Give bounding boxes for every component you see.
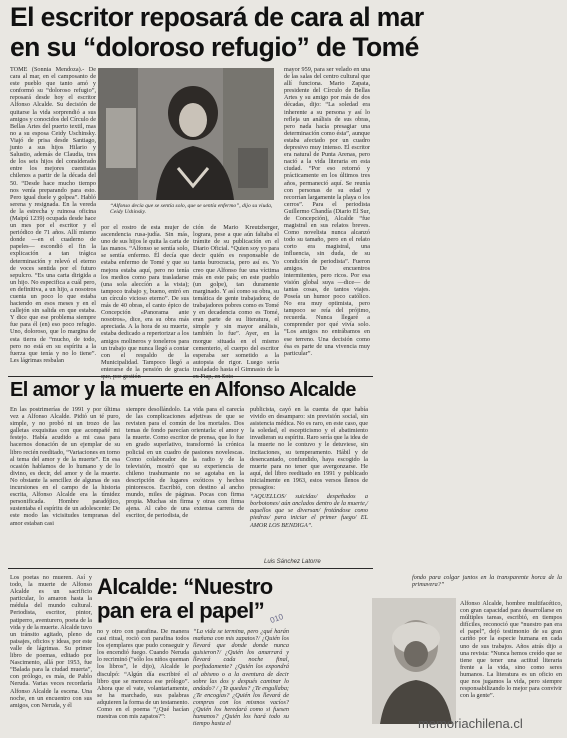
article3-poem-column [193,628,289,734]
article3-col1-text: Los poetas no mueren. Así y todo, la muerte de Alfonso Alcalde es un sacrificio particular, lo amaron hasta la médula del mundo cultural. Periodista, escritor, pintor, patiperro, aventurero, poeta de la vida y de la muerte. Alcalde tuvo un tránsito agitado, pleno de paisajes, oficios y ideas, por este valle de lágrimas. Su primer libro de poemas, editado por Nascimento, allá por 1953, fue “Balada para la ciudad muerta”, con prólogo, es más, de Pablo Neruda. Varias veces recordaría Alfonso Alcalde la escena. Una noche, en un encuentro con sus amigos, con Neruda, y él [10,574,92,709]
article2-col1-text: En las postrimerías de 1991 y por última vez a Alfonso Alcalde. Pidió un té puro, simple, y no probó ni un trozo de las galletas exquisitas con que acompañé mi festejo. Había acudido a mi casa para hacernos donación de un ejemplar de su libro recién reeditado, “Variaciones en torno al tema del amor y de la muerte”. En esa ocasión hablamos de lo humano y de lo divino, es decir, del amor y de la muerte. No obstante la sencillez de algunas de sus incursiones en el campo de la historia escrita, Alfonso Alcalde era la tímidez personificada. Hombre paradójico, sustentaba el espíritu de un adolescente: De este modo las vicisitudes tempranas del amor estaban casi [10,406,120,527]
article3-title-line2: pan era el papel” [97,598,265,623]
article1-col2-text: por el rostro de esta mujer de ascendencia rusa-judía. Sin más, uno de sus hijos le quita la carta de las manos. “Alfonso se sentía solo, se sentía enfermo. Él decía que estaba enfermo de Tomé y que su mejora estaba aquí, pero no tenía los medios como para trasladarse (una sola aleccíón a la vista); tampoco trabajo y, bueno, entró en un círculo vicioso eterno”. De sus más de 40 obras, el canto épico de Concepción «Panorama ante nosotros», dice, era su obra más apreciada. A la hora de su muerte, estaba dedicado a repertorizar a los amigos molineros y toneleros para un trabajo que nunca llegó a contar con el respaldo de la Municipalidad. Tampoco llegó a enterarse de la pensión de gracia [101,224,189,373]
article3-column-3 [460,600,562,728]
article2-poem: “AQUELLOS/ suicidas/ despeñados a borbotones/ aún anclados dentro de la muerte,/ aquellos que se diversan/ frotándose como piedras/ para iniciar el primer fuego/ EL AMOR LOS BENDIGA”. [250,493,368,529]
article3-column-3-top [412,574,562,596]
article1-lead-column [10,66,96,364]
article3-poem: “La vida se termina, pero ¿qué harán mañana con mis zapatos?/ ¿Quién los llevará que donde donde nunca quisieron?/ ¿Quién los amarrará y llevará cada noche final, porfiadamente? ¿Quién los expondrá al abismo o a la aventura de decir sobre las dos y después caminar lo andado? / ¿Te quedas? ¿Te engullaba; ¿Te encogías? ¿Quién los llevará de compras con los mismos vacíos? ¿Quién los heredará como si fuesen humanos? ¿Quién los hará todo su tiempo hasta el [193,628,289,728]
article3-col2-text: no y otro con parafina. De manera casi ritual, roció con parafina todos los ejemplares que pudo conseguir y los encendió fuego. Cuando Neruda lo recriminó (“sólo los niños queman los libros”, le dijo), Alcalde le disculpó: “Algún día escribiré el libro que se merezca ese prólogo”. Ahora que el vate, volantariamente, se ha marchado, sus palabras adquieren la forma de un testamento. Como en el poema “¿Qué hacían nuestras con mis zapatos?”: [97,628,189,721]
article1-column-1-cont [10,262,96,372]
divider [8,568,373,569]
article1-photo-caption: “Alfonso decía que se sentía solo, que se sentía enfermo”, dijo su viuda, Ceidy Ushinsky. [110,203,273,216]
archive-stamp: 010 [268,611,285,626]
article2-col3-text: publicista, cayó en la cuenta de que había vivido en desamparo: sin previsión social, sin asistencia médica. No es raro, en este caso, que la soledad, el escepticismo y el abatimiento invadieran su espíritu. Raro sería que la idea de la muerte no le contuvo y le detuviese, sin incitaciones, su temperamento. Hábil y de desencantado, confundido, haya escogido la muerte para no tener que avergonzarse. He aquí, del libro reeditado en 1991 y publicado inicialmente en 1963, estos versos llenos de presagios: [250,406,368,492]
article1-title-line1: El escritor reposará de cara al mar [10,2,424,32]
article2-byline: Luis Sánchez Latorre [264,559,321,565]
article2-column-1 [10,406,120,556]
article3-col3-top-text: fondo para colgar juntos en la transparente horca de la primavera?” [412,574,562,589]
article1-column-3 [193,224,279,374]
article1-col4-text: mayor 959, para ser velado en una de las salas del centro cultural que allí funciona. Mario Zapata, presidente del Círculo de Bellas Artes y su amigo por más de dos décadas, dijo: “La soledad era inherente a su persona y así lo refleja un análisis de sus obras, pero nada hacía presagiar una determinación como ésta”, aunque estaba afectado por un cuadro depresivo muy intenso. El escritor era natural de Punta Arenas, pero nació a la vida literaria en esta ciudad. “Por eso retornó y prácticamente en los últimos tres años, permaneció aquí. Se reunía con personas de su edad y recorrían largamente la playa o los cerros”. Para el periodista Guillermo Chandía (Diario El Sur, de Concepción), Alcalde “fue magistral en sus relatos breves. Como novelista nunca alcanzó todo su tamaño, pero en el relato corto era magistral, una influencia, sin duda, de su condición de periodista”. Fueron amigos. De encuentros intermitentes, pero ricos. Por esa visión global suya —dice— de tantas cosas, de tantos viajes. Poseía un humor poco católico. No era muy optimista, pero tampoco se reía del prójimo, recuerda. Nunca llegaré a comprender por qué vivía solo. “Los amigos no entrábamos en ese terreno. Una decisión como ésa es parte de una vivencia muy particular”. [284,66,370,357]
article3-col3-text: Alfonso Alcalde, hombre multifacético, con gran capacidad para desarrollarse en múltiples tareas, escribió, en tiempos difíciles, reconoció que “nuestro pan era el papel”, dejó testimonio de su gran cariño por la especie humana en cada uno de sus trabajos. Años atrás dijo a una revista: “Nunca hemos creído que se tiene que tener una actitud literaria frente a la vida, sino como seres humanos. La literatura es un oficio en que nos jugamos la vida, pero siempre responsabilizando lo mejor para convivir con la gente”. [460,600,562,700]
article3-title-line1: Alcalde: “Nuestro [97,574,273,599]
article1-col3-text: ción de Mario Kreutzberger, lograra, pese a que aún faltaba el trámite de su publicación en el Diario Oficial. “Quien soy yo para decir quién es responsable de tanta burocracia, pero así es. Yo creo que Alfonso fue una víctima más en este país; en este pueblo (un golpe), tan duramente marginado. Y así como su obra, su temática de gente trabajadora; de trabajadores pobres como es Tomé y en decadencia como es Tomé, eran parte de su literatura, el simple y sin mayor análisis, también lo fue”. Ayer, en la morgue situada en el mismo cementerio, el cuerpo del escritor esperaba ser sometido a la autopsia de rigor. Luego sería trasladado hasta el Gimnasio de la [193,224,279,373]
article1-lead-text: TOME (Sonnia Mendoza).- De cara al mar, en el camposanto de este pueblo que tanto amó y conformó su “doloroso refugio”, reposará desde hoy el escritor Alfonso Alcalde. Su decisión de quitarse la vida sorprendió a sus amigos y conocidos del Círculo de Bellas Artes del puerto textil, mas no a su esposa Ceidy Uschinsky. Viajó de prisa desde Santiago, junto a sus hijos Hilario y Salustio, además de Claudia, tres de los seis hijos del considerado entre los mejores cuentistas chilenos a partir de la década del 50. “Desde hace mucho tiempo nos venía preparando para esto. Pero igual duele y golpea”. Habló serena y resignada. En la vereda de la estrecha y ruinosa oficina (Maipú 1239) ocupada desde hace un mes por el escritor y el periódico de 71 años. Allí mismo donde —en el cuaderno de papeles— escondió el fin la explicación a tan trágica determinación y relevó el eterno de voces sentida por el futuro sepulcro. “Es una carta dirigida a un hijo. No especifica a cuál pero, en definitiva, a un hijo, a nosotros cuenta un poco lo que estaba haciendo en esos meses y en el callejón sin salida en que estaba. Y dice que ese problema siempre fue para él (en) eso poco refugio. Uno, doloroso, que lo margina de esta tierra de “mucho, de todo, pero no está en su espíritu a la fuerza que tenía y no lo tiene”. Les lágrimas resbalan [10,66,96,364]
portrait-image-icon [372,598,456,724]
divider [8,376,373,377]
watermark: memoriachilena.cl [418,716,523,731]
article1-column-4 [284,66,370,374]
portrait-image-icon [98,68,274,200]
article3-photo [372,598,456,724]
article1-title-line2: en su “doloroso refugio” de Tomé [10,32,419,62]
article3-column-1 [10,574,92,734]
article1-column-2 [101,224,189,374]
article3-column-2 [97,628,189,734]
article2-col2-text: siempre desollándolo. La vida para el carecía de las complicaciones adjetivas de que se revisten para el común de los mortales. Dos temas de fondo parecían orientarla: el amor y la muerte. Como escritor de prensa, que lo fue en grado superlativo, transformó la crónica policial en un cuadro de pasiones novelescas. Como colaborador de la radio y de la televisión, mostró que su experiencia de chileno trashumante no se agotaba en la descripción de lugares exóticos y hechos pintorescos. Escribió, con destino al ancho mundo, miles de páginas. Pocas con firma propia. Muchas sin firma y otras con firma ajena. Al cabo de una extensa carrera de escritor, de periodista, de [126,406,244,520]
article1-photo [98,68,274,200]
article2-column-2 [126,406,244,556]
article2-column-3 [250,406,368,556]
article2-title: El amor y la muerte en Alfonso Alcalde [10,379,356,401]
